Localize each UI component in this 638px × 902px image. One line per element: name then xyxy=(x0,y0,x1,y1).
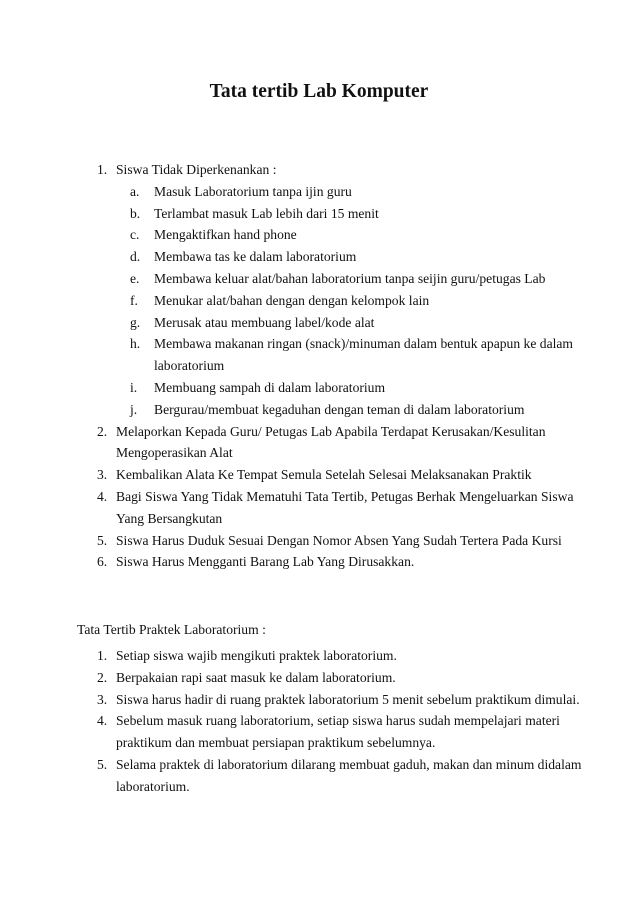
sub-item-text: Menukar alat/bahan dengan dengan kelompok lain xyxy=(154,292,430,308)
list-item-number: 1. xyxy=(97,162,108,177)
sub-item-letter: a. xyxy=(130,183,140,199)
list-item-text: Berpakaian rapi saat masuk ke dalam laboratorium. xyxy=(116,669,396,685)
sub-item-letter: c. xyxy=(130,227,140,243)
list-item-text: Bagi Siswa Yang Tidak Mematuhi Tata Tertib, Petugas Berhak Mengeluarkan Siswa xyxy=(116,489,574,504)
sub-item-text: Membawa keluar alat/bahan laboratorium tanpa seijin guru/petugas Lab xyxy=(154,271,546,286)
sub-item-letter: d. xyxy=(130,249,141,265)
sub-item-text: Membawa makanan ringan (snack)/minuman dalam bentuk apapun ke dalam xyxy=(154,336,573,352)
list-item-text: Mengoperasikan Alat xyxy=(116,445,233,461)
list-item-text: Sebelum masuk ruang laboratorium, setiap siswa harus sudah mempelajari materi xyxy=(116,713,560,729)
sub-item-text: Masuk Laboratorium tanpa ijin guru xyxy=(154,183,352,199)
list-item-text: laboratorium. xyxy=(116,778,190,794)
list-item-number: 1. xyxy=(97,648,108,663)
sub-item-text: Merusak atau membuang label/kode alat xyxy=(154,314,375,330)
sub-item-letter: b. xyxy=(130,205,141,221)
list-item-number: 6. xyxy=(97,554,108,570)
sub-item-text: Bergurau/membuat kegaduhan dengan teman di dalam laboratorium xyxy=(154,401,525,417)
sub-item-letter: i. xyxy=(130,380,138,395)
list-item-text: Siswa harus hadir di ruang praktek laboratorium 5 menit sebelum praktikum dimulai. xyxy=(116,691,580,707)
sub-item-letter: h. xyxy=(130,336,141,352)
list-item-number: 3. xyxy=(97,691,108,707)
list-item-text: Siswa Harus Duduk Sesuai Dengan Nomor Absen Yang Sudah Tertera Pada Kursi xyxy=(116,532,562,548)
document-title: Tata tertib Lab Komputer xyxy=(209,81,429,102)
sub-item-text: Terlambat masuk Lab lebih dari 15 menit xyxy=(154,205,379,221)
sub-item-text: Membuang sampah di dalam laboratorium xyxy=(154,380,386,395)
sub-item-text: Mengaktifkan hand phone xyxy=(154,227,297,243)
list-item-number: 4. xyxy=(97,489,108,504)
list-item-number: 2. xyxy=(97,423,108,439)
list-item-text: Selama praktek di laboratorium dilarang membuat gaduh, makan dan minum didalam xyxy=(116,757,582,772)
sub-item-letter: g. xyxy=(130,314,141,330)
list-item-text: Melaporkan Kepada Guru/ Petugas Lab Apabila Terdapat Kerusakan/Kesulitan xyxy=(116,423,546,439)
list-item-number: 3. xyxy=(97,467,108,483)
list-item-number: 4. xyxy=(97,713,108,729)
list-item-text: praktikum dan membuat persiapan praktikum sebelumnya. xyxy=(116,735,436,751)
section-heading: Tata Tertib Praktek Laboratorium : xyxy=(77,622,266,637)
list-item-number: 2. xyxy=(97,669,108,685)
list-item-number: 5. xyxy=(97,532,108,548)
sub-item-text: laboratorium xyxy=(154,358,225,374)
list-item-text: Siswa Tidak Diperkenankan : xyxy=(116,162,277,177)
list-item-text: Kembalikan Alata Ke Tempat Semula Setelah Selesai Melaksanakan Praktik xyxy=(116,467,532,483)
sub-item-letter: j. xyxy=(130,401,138,417)
list-item-text: Siswa Harus Mengganti Barang Lab Yang Dirusakkan. xyxy=(116,554,415,570)
list-item-number: 5. xyxy=(97,757,108,772)
sub-item-letter: f. xyxy=(130,292,138,308)
list-item-text: Setiap siswa wajib mengikuti praktek laboratorium. xyxy=(116,648,397,663)
sub-item-letter: e. xyxy=(130,271,140,286)
sub-item-text: Membawa tas ke dalam laboratorium xyxy=(154,249,357,265)
list-item-text: Yang Bersangkutan xyxy=(116,510,223,526)
